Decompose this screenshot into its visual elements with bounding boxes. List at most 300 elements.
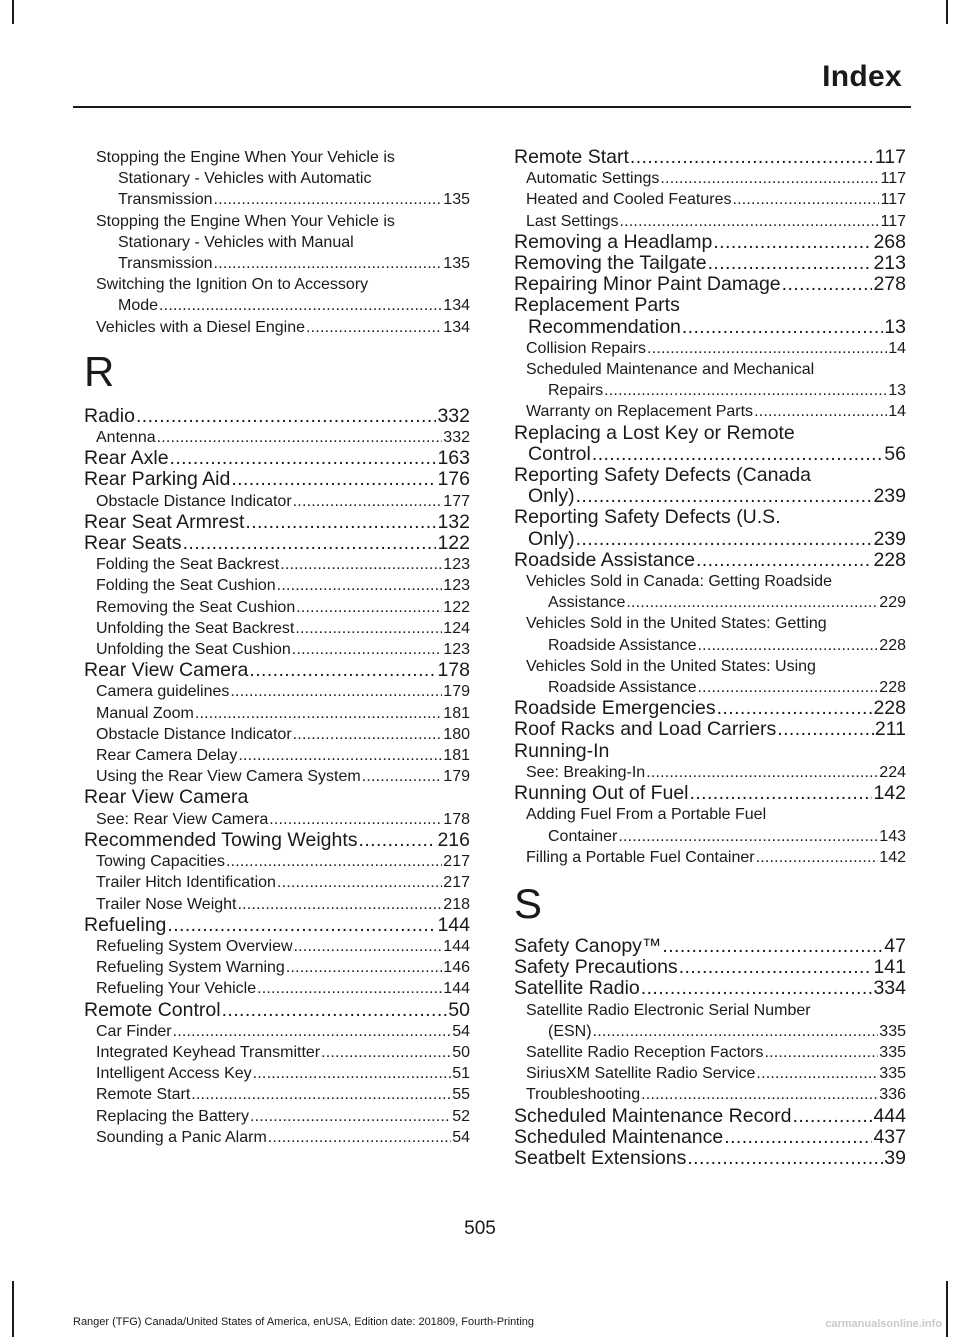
- entry-text: Rear Seat Armrest: [84, 510, 245, 533]
- entry-text: Roadside Emergencies: [514, 697, 716, 720]
- entry-page-number: 144: [437, 913, 470, 936]
- entry-page-number: 50: [448, 998, 470, 1021]
- index-column-right: [514, 147, 906, 1169]
- entry-text: Vehicles with a Diesel Engine: [96, 318, 306, 336]
- index-entry: [514, 295, 906, 337]
- entry-text: Vehicles Sold in Canada: Getting Roadside: [526, 573, 832, 591]
- dot-leader: [231, 469, 436, 490]
- entry-page-number: 144: [443, 937, 470, 955]
- dot-leader: [620, 211, 880, 232]
- entry-page-number: 177: [443, 492, 470, 510]
- entry-text: Seatbelt Extensions: [514, 1146, 687, 1169]
- dot-leader: [732, 189, 879, 210]
- entry-text: Scheduled Maintenance: [514, 1125, 724, 1148]
- entry-page-number: 123: [443, 577, 470, 595]
- entry-text: Remote Start: [96, 1086, 191, 1104]
- index-entry: [514, 274, 906, 295]
- entry-page-number: 123: [443, 641, 470, 659]
- index-entry: [84, 915, 470, 936]
- dot-leader: [280, 554, 442, 575]
- dot-leader: [214, 253, 443, 274]
- entry-text: Stationary - Vehicles with Manual: [118, 233, 354, 251]
- index-subentry: [84, 427, 470, 448]
- entry-text: Adding Fuel From a Portable Fuel: [526, 806, 767, 824]
- index-subentry: [514, 571, 906, 613]
- entry-text: Rear Axle: [84, 447, 169, 470]
- dot-leader: [604, 380, 887, 401]
- entry-text: Repairs: [548, 382, 604, 400]
- index-entry: [84, 512, 470, 533]
- index-subentry: [84, 894, 470, 915]
- index-subentry: [514, 847, 906, 868]
- dot-leader: [362, 766, 443, 787]
- index-entry: [514, 550, 906, 571]
- entry-text: Repairing Minor Paint Damage: [514, 273, 781, 296]
- dot-leader: [618, 826, 878, 847]
- entry-text: Satellite Radio Reception Factors: [526, 1043, 764, 1061]
- index-subentry: [84, 681, 470, 702]
- index-subentry: [84, 575, 470, 596]
- index-subentry: [514, 1084, 906, 1105]
- page-title: Index: [822, 60, 902, 93]
- entry-page-number: 142: [879, 848, 906, 866]
- entry-page-number: 444: [873, 1104, 906, 1127]
- entry-text: Refueling: [84, 913, 167, 936]
- entry-text: Removing the Seat Cushion: [96, 598, 296, 616]
- index-subentry: [514, 1042, 906, 1063]
- index-subentry: [84, 809, 470, 830]
- entry-text: Troubleshooting: [526, 1086, 641, 1104]
- entry-page-number: 143: [879, 827, 906, 845]
- dot-leader: [249, 660, 436, 681]
- entry-page-number: 122: [437, 532, 470, 555]
- dot-leader: [690, 783, 873, 804]
- index-subentry: [84, 703, 470, 724]
- index-entry: [84, 1000, 470, 1021]
- dot-leader: [777, 719, 874, 740]
- index-entry: [514, 1127, 906, 1148]
- entry-page-number: 39: [884, 1146, 906, 1169]
- entry-text: Recommendation: [528, 315, 681, 338]
- index-subentry: [514, 762, 906, 783]
- entry-text: Transmission: [118, 255, 213, 273]
- entry-text: Unfolding the Seat Backrest: [96, 619, 295, 637]
- dot-leader: [214, 189, 443, 210]
- entry-page-number: 124: [443, 619, 470, 637]
- entry-page-number: 335: [879, 1043, 906, 1061]
- dot-leader: [647, 338, 887, 359]
- dot-leader: [136, 406, 437, 427]
- entry-text: Remote Control: [84, 998, 221, 1021]
- dot-leader: [277, 575, 443, 596]
- entry-page-number: 13: [884, 315, 906, 338]
- dot-leader: [682, 317, 883, 338]
- dot-leader: [268, 1127, 451, 1148]
- entry-text: Trailer Nose Weight: [96, 895, 237, 913]
- entry-page-number: 332: [437, 404, 470, 427]
- entry-text: Collision Repairs: [526, 339, 647, 357]
- entry-page-number: 217: [443, 853, 470, 871]
- dot-leader: [660, 168, 879, 189]
- index-entry: [514, 957, 906, 978]
- entry-page-number: 51: [452, 1065, 470, 1083]
- crop-mark: [12, 0, 14, 24]
- index-subentry: [84, 724, 470, 745]
- dot-leader: [713, 232, 872, 253]
- entry-page-number: 144: [443, 980, 470, 998]
- entry-page-number: 335: [879, 1022, 906, 1040]
- dot-leader: [306, 317, 442, 338]
- entry-page-number: 117: [880, 212, 906, 230]
- entry-page-number: 268: [873, 230, 906, 253]
- entry-page-number: 47: [884, 934, 906, 957]
- crop-mark: [946, 0, 948, 24]
- index-entry: [84, 830, 470, 851]
- entry-text: SiriusXM Satellite Radio Service: [526, 1065, 756, 1083]
- entry-text: Last Settings: [526, 212, 619, 230]
- entry-text: Reporting Safety Defects (Canada: [514, 464, 811, 487]
- entry-text: Rear Seats: [84, 532, 182, 555]
- entry-text: Radio: [84, 404, 135, 427]
- entry-page-number: 211: [874, 718, 906, 741]
- index-subentry: [84, 766, 470, 787]
- dot-leader: [230, 681, 442, 702]
- entry-text: Roof Racks and Load Carriers: [514, 718, 777, 741]
- entry-text: Switching the Ignition On to Accessory: [96, 276, 369, 294]
- index-entry: [514, 1148, 906, 1169]
- index-subentry: [514, 401, 906, 422]
- entry-text: Refueling System Overview: [96, 937, 293, 955]
- entry-text: Replacing a Lost Key or Remote: [514, 421, 795, 444]
- entry-text: Automatic Settings: [526, 170, 660, 188]
- index-entry: [514, 698, 906, 719]
- entry-text: Warranty on Replacement Parts: [526, 403, 754, 421]
- dot-leader: [159, 295, 442, 316]
- entry-page-number: 117: [880, 191, 906, 209]
- entry-text: Manual Zoom: [96, 704, 194, 722]
- entry-text: Scheduled Maintenance and Mechanical: [526, 361, 815, 379]
- section-letter: R: [84, 347, 115, 395]
- entry-text: Stopping the Engine When Your Vehicle is: [96, 149, 395, 166]
- dot-leader: [724, 1127, 872, 1148]
- entry-text: Obstacle Distance Indicator: [96, 725, 292, 743]
- dot-leader: [359, 830, 437, 851]
- dot-leader: [321, 1042, 451, 1063]
- index-subentry: [514, 338, 906, 359]
- dot-leader: [782, 274, 873, 295]
- dot-leader: [641, 1084, 878, 1105]
- entry-page-number: 336: [879, 1086, 906, 1104]
- entry-text: Replacement Parts: [514, 294, 680, 317]
- entry-page-number: 228: [873, 697, 906, 720]
- dot-leader: [756, 847, 879, 868]
- entry-text: Recommended Towing Weights: [84, 828, 358, 851]
- entry-text: Refueling System Warning: [96, 959, 285, 977]
- entry-text: See: Breaking-In: [526, 763, 646, 781]
- index-entry: [514, 147, 906, 168]
- entry-text: Satellite Radio Electronic Serial Number: [526, 1001, 811, 1019]
- dot-leader: [173, 1021, 452, 1042]
- dot-leader: [646, 762, 878, 783]
- entry-page-number: 117: [874, 146, 906, 168]
- index-entry: [84, 660, 470, 681]
- index-subentry: [514, 613, 906, 655]
- dot-leader: [793, 1106, 873, 1127]
- crop-mark: [12, 1281, 14, 1337]
- dot-leader: [245, 512, 436, 533]
- entry-page-number: 50: [452, 1043, 470, 1061]
- entry-page-number: 216: [437, 828, 470, 851]
- entry-text: Intelligent Access Key: [96, 1065, 252, 1083]
- dot-leader: [250, 1106, 451, 1127]
- index-subentry: [514, 211, 906, 232]
- entry-text: Roadside Assistance: [548, 679, 697, 697]
- entry-text: Using the Rear View Camera System: [96, 768, 361, 786]
- entry-text: Removing the Tailgate: [514, 252, 707, 275]
- index-subentry: [84, 211, 470, 275]
- entry-page-number: 239: [873, 485, 906, 508]
- dot-leader: [292, 639, 443, 660]
- entry-text: Refueling Your Vehicle: [96, 980, 257, 998]
- index-subentry: [514, 168, 906, 189]
- dot-leader: [592, 444, 883, 465]
- entry-page-number: 178: [437, 659, 470, 682]
- index-entry: [84, 406, 470, 427]
- dot-leader: [222, 1000, 448, 1021]
- dot-leader: [226, 851, 442, 872]
- index-entry: [514, 719, 906, 740]
- index-entry: [514, 936, 906, 957]
- dot-leader: [756, 1063, 878, 1084]
- title-rule: [73, 106, 911, 108]
- dot-leader: [257, 978, 442, 999]
- index-subentry: [514, 804, 906, 846]
- entry-page-number: 134: [443, 318, 470, 336]
- dot-leader: [286, 957, 442, 978]
- dot-leader: [687, 1148, 883, 1169]
- entry-text: Vehicles Sold in the United States: Using: [526, 657, 816, 675]
- entry-page-number: 134: [443, 297, 470, 315]
- edition-footer: Ranger (TFG) Canada/United States of America, enUSA, Edition date: 201809, Fourth-Printing: [73, 1316, 535, 1328]
- entry-page-number: 122: [443, 598, 470, 616]
- index-subentry: [84, 618, 470, 639]
- entry-text: Running-In: [514, 739, 610, 762]
- entry-text: See: Rear View Camera: [96, 810, 269, 828]
- index-subentry: [84, 1127, 470, 1148]
- entry-text: Sounding a Panic Alarm: [96, 1128, 267, 1146]
- entry-text: (ESN): [548, 1022, 592, 1040]
- dot-leader: [708, 253, 873, 274]
- entry-text: Folding the Seat Cushion: [96, 577, 276, 595]
- index-subentry: [84, 491, 470, 512]
- index-subentry: [84, 597, 470, 618]
- dot-leader: [195, 703, 442, 724]
- entry-page-number: 176: [437, 468, 470, 491]
- index-entry: [84, 448, 470, 469]
- crop-mark: [946, 1281, 948, 1337]
- entry-page-number: 229: [879, 594, 906, 612]
- entry-page-number: 135: [443, 191, 470, 209]
- entry-text: Removing a Headlamp: [514, 230, 713, 253]
- index-subentry: [84, 872, 470, 893]
- entry-page-number: 56: [884, 442, 906, 465]
- entry-text: Camera guidelines: [96, 683, 230, 701]
- entry-text: Assistance: [548, 594, 626, 612]
- entry-page-number: 135: [443, 255, 470, 273]
- entry-page-number: 180: [443, 725, 470, 743]
- entry-page-number: 181: [443, 704, 470, 722]
- index-subentry: [84, 1042, 470, 1063]
- dot-leader: [238, 745, 442, 766]
- entry-page-number: 228: [879, 679, 906, 697]
- index-entry: [514, 741, 906, 762]
- entry-text: Rear View Camera: [84, 659, 249, 682]
- entry-page-number: 334: [873, 977, 906, 1000]
- dot-leader: [293, 724, 443, 745]
- index-subentry: [84, 274, 470, 316]
- entry-page-number: 117: [880, 170, 906, 188]
- entry-text: Rear Camera Delay: [96, 747, 238, 765]
- dot-leader: [269, 809, 442, 830]
- index-subentry: [84, 1084, 470, 1105]
- entry-page-number: 54: [452, 1128, 470, 1146]
- entry-text: Rear View Camera: [84, 786, 249, 809]
- entry-page-number: 123: [443, 556, 470, 574]
- entry-text: Running Out of Fuel: [514, 782, 689, 805]
- dot-leader: [238, 894, 443, 915]
- entry-text: Safety Canopy™: [514, 934, 662, 957]
- dot-leader: [630, 147, 874, 168]
- dot-leader: [183, 533, 437, 554]
- entry-text: Remote Start: [514, 146, 629, 168]
- entry-text: Only): [528, 527, 575, 550]
- page-number: 505: [464, 1218, 496, 1239]
- entry-text: Control: [528, 442, 591, 465]
- entry-text: Rear Parking Aid: [84, 468, 231, 491]
- dot-leader: [662, 936, 883, 957]
- entry-page-number: 239: [873, 527, 906, 550]
- entry-page-number: 141: [873, 956, 906, 979]
- dot-leader: [576, 529, 873, 550]
- entry-page-number: 335: [879, 1065, 906, 1083]
- entry-text: Satellite Radio: [514, 977, 640, 1000]
- dot-leader: [296, 597, 442, 618]
- index-subentry: [514, 189, 906, 210]
- entry-text: Folding the Seat Backrest: [96, 556, 280, 574]
- entry-page-number: 142: [873, 782, 906, 805]
- entry-text: Integrated Keyhead Transmitter: [96, 1043, 321, 1061]
- index-subentry: [514, 1063, 906, 1084]
- index-entry: [514, 783, 906, 804]
- entry-text: Roadside Assistance: [514, 548, 696, 571]
- dot-leader: [698, 635, 879, 656]
- dot-leader: [167, 915, 436, 936]
- watermark: carmanualsonline.info: [825, 1318, 942, 1330]
- entry-text: Car Finder: [96, 1022, 172, 1040]
- entry-page-number: 332: [443, 429, 470, 447]
- index-entry: [514, 978, 906, 999]
- entry-page-number: 55: [452, 1086, 470, 1104]
- index-subentry: [84, 936, 470, 957]
- entry-text: Filling a Portable Fuel Container: [526, 848, 755, 866]
- index-entry: [514, 465, 906, 507]
- index-subentry: [84, 1063, 470, 1084]
- index-entry: [84, 469, 470, 490]
- entry-page-number: 437: [873, 1125, 906, 1148]
- dot-leader: [294, 936, 443, 957]
- dot-leader: [170, 448, 437, 469]
- index-subentry: [84, 147, 470, 211]
- dot-leader: [679, 957, 873, 978]
- entry-text: Mode: [118, 297, 159, 315]
- index-entry: [514, 253, 906, 274]
- entry-text: Vehicles Sold in the United States: Getting: [526, 615, 827, 633]
- dot-leader: [277, 872, 442, 893]
- entry-page-number: 217: [443, 874, 470, 892]
- index-entry: [514, 1106, 906, 1127]
- entry-text: Reporting Safety Defects (U.S.: [514, 506, 781, 529]
- entry-page-number: 278: [873, 273, 906, 296]
- entry-page-number: 228: [873, 548, 906, 571]
- entry-page-number: 179: [443, 768, 470, 786]
- entry-page-number: 218: [443, 895, 470, 913]
- entry-text: Trailer Hitch Identification: [96, 874, 276, 892]
- dot-leader: [696, 550, 872, 571]
- dot-leader: [253, 1063, 452, 1084]
- dot-leader: [157, 427, 443, 448]
- entry-text: Scheduled Maintenance Record: [514, 1104, 792, 1127]
- entry-text: Stopping the Engine When Your Vehicle is: [96, 212, 395, 230]
- entry-page-number: 52: [452, 1107, 470, 1125]
- index-subentry: [84, 745, 470, 766]
- index-subentry: [84, 1106, 470, 1127]
- index-subentry: [84, 554, 470, 575]
- index-subentry: [514, 1000, 906, 1042]
- index-subentry: [84, 978, 470, 999]
- entry-page-number: 178: [443, 810, 470, 828]
- entry-page-number: 13: [888, 382, 906, 400]
- entry-text: Roadside Assistance: [548, 636, 697, 654]
- entry-text: Stationary - Vehicles with Automatic: [118, 170, 372, 188]
- entry-page-number: 163: [437, 447, 470, 470]
- index-subentry: [514, 359, 906, 401]
- entry-page-number: 213: [873, 252, 906, 275]
- entry-page-number: 179: [443, 683, 470, 701]
- index-subentry: [84, 317, 470, 338]
- index-entry: [514, 423, 906, 465]
- index-entry: [514, 507, 906, 549]
- entry-page-number: 14: [888, 339, 906, 357]
- dot-leader: [764, 1042, 878, 1063]
- entry-text: Safety Precautions: [514, 956, 678, 979]
- index-subentry: [514, 656, 906, 698]
- index-subentry: [84, 957, 470, 978]
- entry-text: Transmission: [118, 191, 213, 209]
- dot-leader: [576, 486, 873, 507]
- dot-leader: [626, 592, 878, 613]
- dot-leader: [641, 978, 873, 999]
- dot-leader: [593, 1021, 879, 1042]
- entry-text: Container: [548, 827, 618, 845]
- entry-text: Only): [528, 485, 575, 508]
- entry-text: Heated and Cooled Features: [526, 191, 732, 209]
- dot-leader: [717, 698, 873, 719]
- dot-leader: [754, 401, 887, 422]
- entry-page-number: 224: [879, 763, 906, 781]
- dot-leader: [295, 618, 442, 639]
- dot-leader: [191, 1084, 451, 1105]
- entry-page-number: 14: [888, 403, 906, 421]
